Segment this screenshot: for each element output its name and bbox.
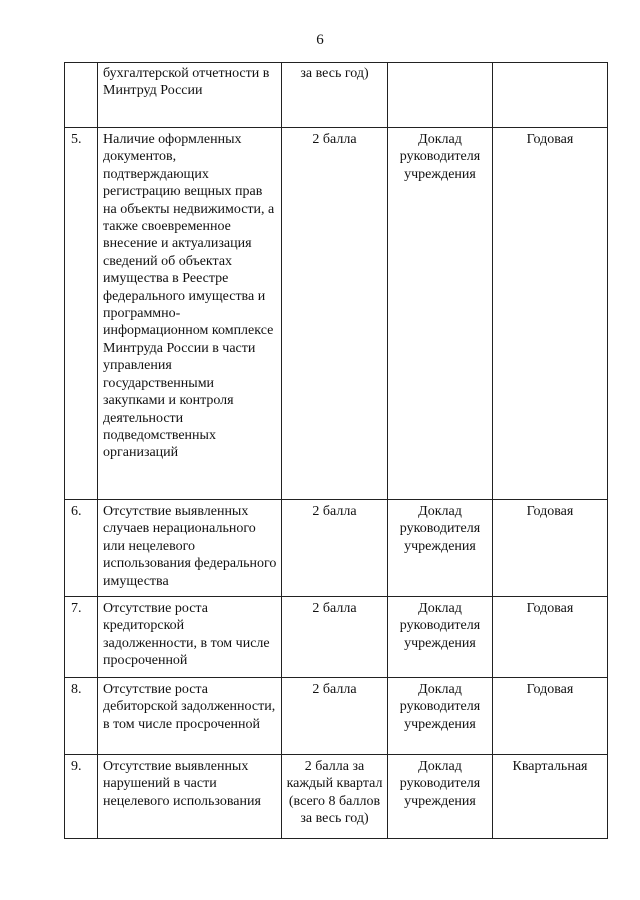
row-score: 2 балла за каждый квартал (всего 8 баллов за весь год) xyxy=(286,759,383,827)
table-row xyxy=(65,128,608,500)
row-score: 2 балла xyxy=(312,132,357,147)
period-cell xyxy=(493,128,608,500)
row-source: Доклад руководителя учреждения xyxy=(399,601,481,651)
period-cell xyxy=(493,755,608,839)
period-cell xyxy=(493,500,608,597)
row-description: Наличие оформленных документов, подтверждающих регистрацию вещных прав на объекты недвижимости, а также своевременное внесение и актуализация сведений об объектах имущества в Реестре федерального имущества и программно-информационном комплексе Минтруда России в части управления государственными закупками и контроля деятельности подведомственных организаций xyxy=(103,132,275,461)
row-period: Квартальная xyxy=(512,759,588,774)
source-cell xyxy=(388,597,493,678)
row-period: Годовая xyxy=(526,504,574,519)
description-cell xyxy=(98,678,282,755)
score-cell xyxy=(282,128,388,500)
score-cell xyxy=(282,678,388,755)
row-number: 5. xyxy=(71,132,82,147)
row-period: Годовая xyxy=(526,601,574,616)
row-number-cell xyxy=(65,63,98,128)
row-source xyxy=(388,63,492,67)
period-cell xyxy=(493,63,608,128)
row-number-cell xyxy=(65,597,98,678)
description-cell xyxy=(98,128,282,500)
row-score: за весь год) xyxy=(300,66,369,81)
table-row xyxy=(65,500,608,597)
row-number-cell xyxy=(65,128,98,500)
row-source: Доклад руководителя учреждения xyxy=(399,682,481,732)
row-score: 2 балла xyxy=(312,504,357,519)
row-period: Годовая xyxy=(526,682,574,697)
row-period xyxy=(493,63,607,67)
table-row xyxy=(65,597,608,678)
period-cell xyxy=(493,678,608,755)
row-score: 2 балла xyxy=(312,601,357,616)
row-period: Годовая xyxy=(526,132,574,147)
criteria-table xyxy=(64,62,608,839)
period-cell xyxy=(493,597,608,678)
row-number-cell xyxy=(65,500,98,597)
score-cell xyxy=(282,500,388,597)
source-cell xyxy=(388,755,493,839)
source-cell xyxy=(388,500,493,597)
table-row xyxy=(65,63,608,128)
row-description: бухгалтерской отчетности в Минтруд России xyxy=(103,66,270,99)
row-number: 9. xyxy=(71,759,82,774)
description-cell xyxy=(98,63,282,128)
row-number xyxy=(65,63,97,65)
table-row xyxy=(65,678,608,755)
score-cell xyxy=(282,755,388,839)
row-source: Доклад руководителя учреждения xyxy=(399,504,481,554)
score-cell xyxy=(282,63,388,128)
row-source: Доклад руководителя учреждения xyxy=(399,759,481,809)
row-source: Доклад руководителя учреждения xyxy=(399,132,481,182)
row-number: 7. xyxy=(71,601,82,616)
row-score: 2 балла xyxy=(312,682,357,697)
row-number: 6. xyxy=(71,504,82,519)
row-description: Отсутствие роста кредиторской задолженности, в том числе просроченной xyxy=(103,601,270,669)
row-description: Отсутствие роста дебиторской задолженности, в том числе просроченной xyxy=(103,682,276,732)
description-cell xyxy=(98,755,282,839)
description-cell xyxy=(98,500,282,597)
table-row xyxy=(65,755,608,839)
row-description: Отсутствие выявленных случаев нерационального или нецелевого использования федерального имущества xyxy=(103,504,277,589)
row-number-cell xyxy=(65,755,98,839)
source-cell xyxy=(388,128,493,500)
row-description: Отсутствие выявленных нарушений в части нецелевого использования xyxy=(103,759,261,809)
page-number: 6 xyxy=(316,32,324,48)
source-cell xyxy=(388,678,493,755)
source-cell xyxy=(388,63,493,128)
row-number-cell xyxy=(65,678,98,755)
score-cell xyxy=(282,597,388,678)
description-cell xyxy=(98,597,282,678)
row-number: 8. xyxy=(71,682,82,697)
